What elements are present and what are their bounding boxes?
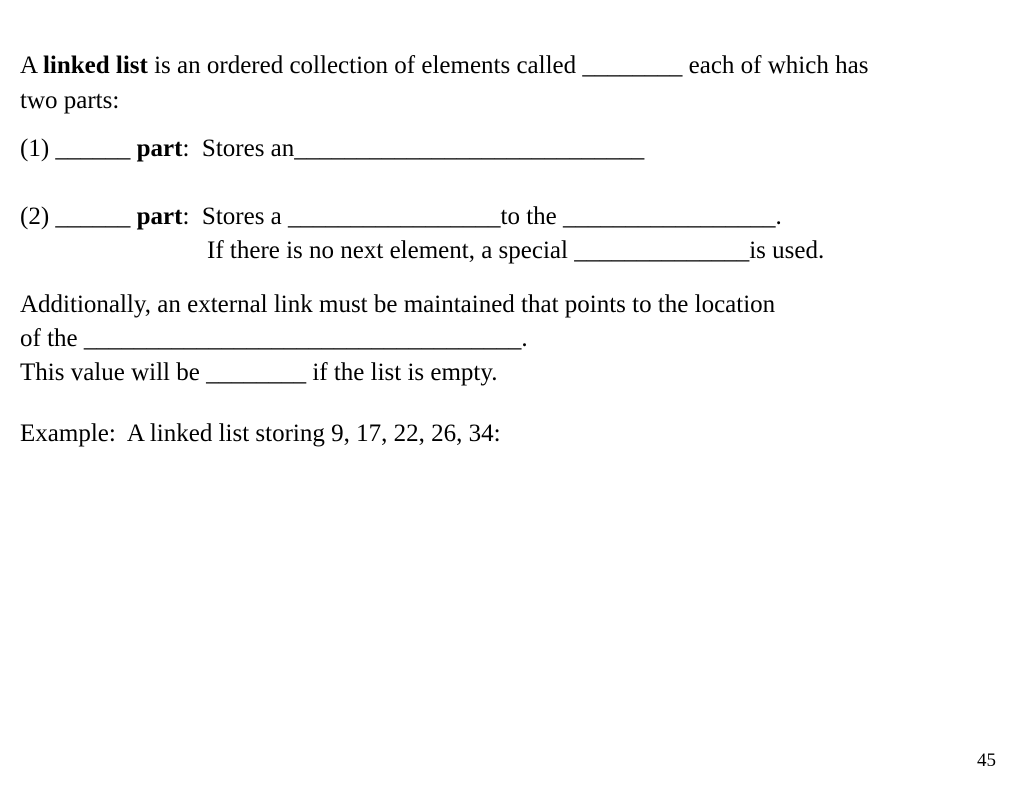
- page-number: 45: [977, 750, 996, 771]
- term-linked-list: linked list: [42, 52, 148, 79]
- example-line: Example: A linked list storing 9, 17, 22, 26, 34:: [20, 420, 501, 447]
- external-line-2: of the ___________________________________.: [20, 325, 528, 352]
- intro-line-2: two parts:: [20, 87, 120, 114]
- external-line-3: This value will be ________ if the list is empty.: [20, 359, 498, 386]
- part-2-note: If there is no next element, a special ______________is used.: [207, 237, 825, 264]
- external-line-1: Additionally, an external link must be maintained that points to the location: [20, 291, 776, 318]
- intro-text-a: A: [20, 52, 43, 79]
- part-1-bold: part: [136, 135, 183, 162]
- part-1-prefix: (1) ______: [20, 135, 137, 162]
- part-1-line: [20, 132, 644, 166]
- part-2-prefix: (2) ______: [20, 203, 137, 230]
- part-2-suffix: : Stores a _________________to the _________________.: [182, 203, 782, 230]
- part-2-line: [20, 200, 782, 234]
- intro-text-b: is an ordered collection of elements called ________ each of which has: [147, 52, 869, 79]
- intro-line-1: [20, 49, 868, 83]
- part-1-suffix: : Stores an____________________________: [182, 135, 645, 162]
- part-2-bold: part: [136, 203, 183, 230]
